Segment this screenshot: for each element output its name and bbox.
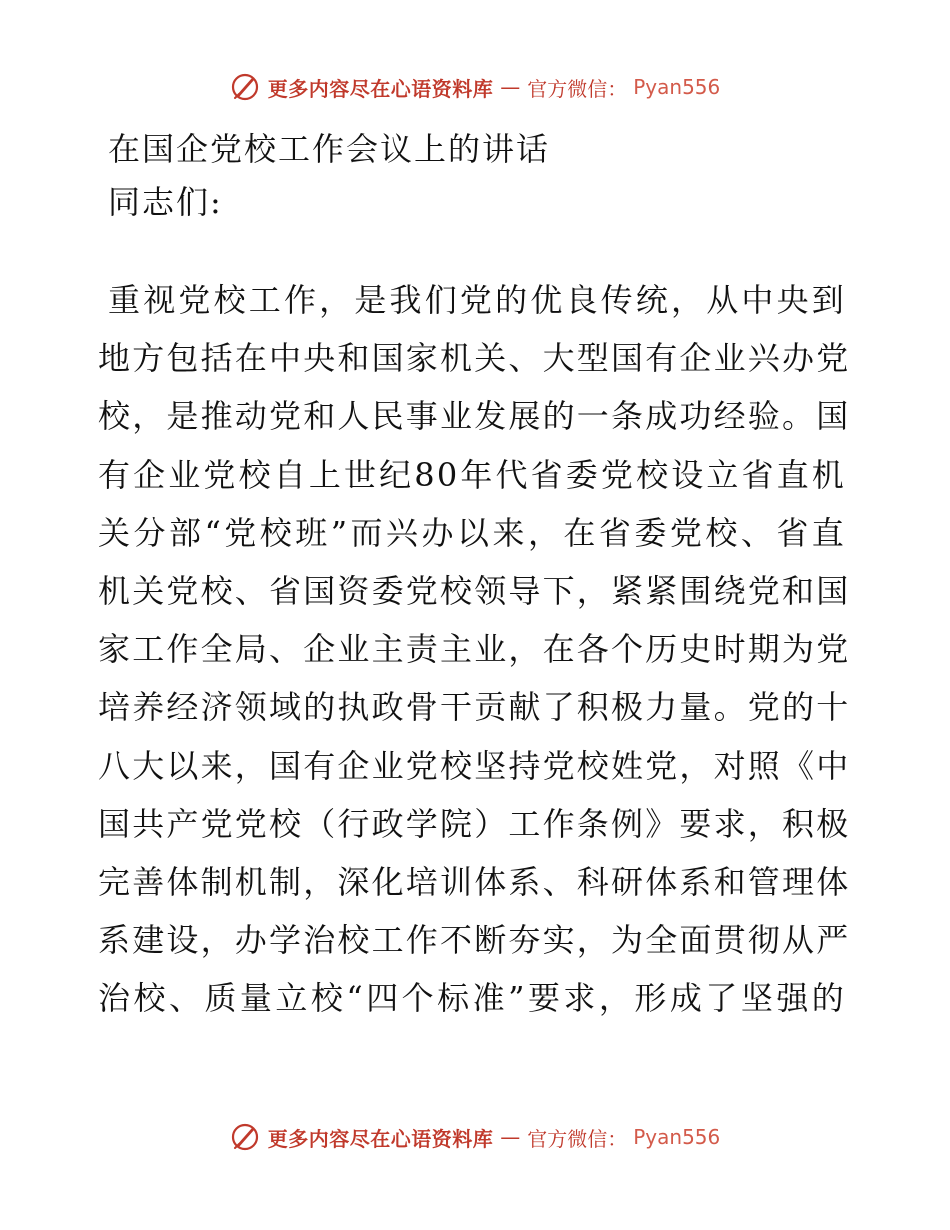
watermark-wechat-label: 官方微信：: [527, 1126, 628, 1151]
body-line: 校，是推动党和人民事业发展的一条成功经验。国: [98, 397, 851, 436]
body-line: 地方包括在中央和国家机关、大型国有企业兴办党: [98, 339, 851, 378]
watermark-brand: 更多内容尽在心语资料库: [267, 1126, 494, 1151]
footer-watermark: [0, 1122, 950, 1152]
body-line: 治校、质量立校“四个标准”要求，形成了坚强的: [98, 979, 846, 1018]
body-line: 完善体制机制，深化培训体系、科研体系和管理体: [98, 862, 851, 901]
body-line: 机关党校、省国资委党校领导下，紧紧围绕党和国: [98, 571, 851, 610]
body-line: 培养经济领域的执政骨干贡献了积极力量。党的十: [98, 688, 851, 727]
body-line: 系建设，办学治校工作不断夯实，为全面贯彻从严: [98, 921, 851, 960]
watermark-brand: 更多内容尽在心语资料库: [267, 76, 494, 101]
watermark-wechat-id: Pyan556: [633, 1125, 721, 1149]
document-title: 在国企党校工作会议上的讲话: [108, 130, 551, 168]
watermark-wechat-label: 官方微信：: [527, 76, 628, 101]
body-line: 国共产党党校（行政学院）工作条例》要求，积极: [98, 804, 851, 843]
watermark-dash: —: [500, 75, 521, 99]
body-line: 关分部“党校班”而兴办以来，在省委党校、省直: [98, 513, 846, 552]
body-line: 重视党校工作，是我们党的优良传统，从中央到: [108, 281, 846, 319]
body-line: 家工作全局、企业主责主业，在各个历史时期为党: [98, 630, 851, 669]
salutation: 同志们:: [108, 183, 223, 221]
watermark-wechat-id: Pyan556: [633, 75, 721, 99]
body-paragraph: [98, 271, 858, 1027]
quill-pen-circle-icon: [230, 1122, 260, 1152]
quill-pen-circle-icon: [230, 72, 260, 102]
header-watermark: [0, 72, 950, 102]
body-line: 八大以来，国有企业党校坚持党校姓党，对照《中: [98, 746, 851, 785]
watermark-dash: —: [500, 1125, 521, 1149]
body-line: 有企业党校自上世纪80年代省委党校设立省直机: [98, 455, 846, 494]
